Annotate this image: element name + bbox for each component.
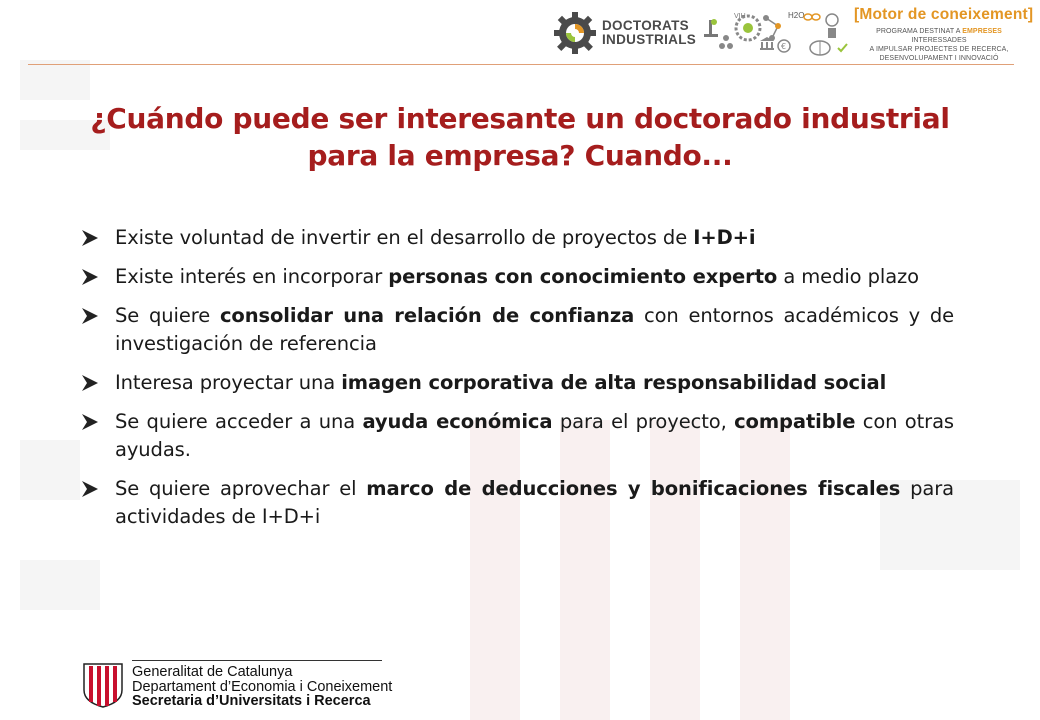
svg-text:€: € xyxy=(781,42,787,51)
bullet-text: a medio plazo xyxy=(777,265,920,288)
motor-subtitle: PROGRAMA DESTINAT A EMPRESES INTERESSADES A IMPULSAR PROJECTES DE RECERCA, DESENVOLUPAMENT I INNOVACIÓ xyxy=(869,28,1009,62)
bullet-bold-text: marco de deducciones y bonificaciones fiscales xyxy=(366,477,901,500)
bullet-text: para el proyecto, xyxy=(552,410,735,433)
arrow-bullet-icon xyxy=(80,229,100,247)
bullet-item xyxy=(78,369,954,397)
footer-divider xyxy=(132,660,382,661)
bullet-text: Existe voluntad de invertir en el desarrollo de proyectos de xyxy=(115,226,694,249)
logo-line-2: INDUSTRIALS xyxy=(602,32,697,47)
logo-line-1: DOCTORATS xyxy=(602,18,689,33)
doctorats-industrials-logo xyxy=(552,10,712,56)
bullet-text: Interesa proyectar una xyxy=(115,371,342,394)
bullet-bold-text: I+D+i xyxy=(693,226,756,249)
bullet-text: para actividades de I+D+i xyxy=(115,477,954,528)
bullet-text: con otras ayudas. xyxy=(115,410,954,461)
h2o-label: H2O xyxy=(788,11,805,20)
motor-title: [Motor de coneixement] xyxy=(854,6,1034,23)
header xyxy=(0,0,1040,62)
robot-icon xyxy=(826,14,838,38)
footer-text xyxy=(132,665,392,709)
bullet-text: Se quiere acceder a una xyxy=(115,410,363,433)
bullet-list xyxy=(78,224,954,542)
molecule-icon xyxy=(763,15,781,41)
bullet-item xyxy=(78,263,954,291)
footer-line-1: Generalitat de Catalunya xyxy=(132,664,293,680)
arrow-bullet-icon xyxy=(80,268,100,286)
slide-title xyxy=(80,100,960,174)
arrow-bullet-icon xyxy=(80,413,100,431)
bullet-bold-text: ayuda económica xyxy=(362,410,553,433)
bullet-text: con entornos académicos y de investigación de referencia xyxy=(115,304,955,355)
bullet-bold-text: personas con conocimiento experto xyxy=(388,265,778,288)
arrow-bullet-icon xyxy=(80,307,100,325)
gear-ring-icon xyxy=(736,16,760,40)
arrow-bullet-icon xyxy=(80,480,100,498)
vih-label: VIH xyxy=(734,13,746,20)
motor-de-coneixement-logo xyxy=(854,6,1034,62)
footer-line-3: Secretaria d’Universitats i Recerca xyxy=(132,693,371,709)
euro-icon xyxy=(778,40,790,52)
brain-icon xyxy=(810,41,830,55)
bullet-item xyxy=(78,302,954,358)
bullet-bold-text: consolidar una relación de confianza xyxy=(219,304,635,327)
footer-generalitat xyxy=(82,660,392,710)
microscope-icon xyxy=(704,19,718,37)
gear-icon xyxy=(552,10,598,56)
people-icon xyxy=(719,35,733,49)
header-divider xyxy=(28,64,1014,65)
generalitat-emblem-icon xyxy=(82,662,124,708)
bullet-text: Se quiere xyxy=(115,304,220,327)
bullet-item xyxy=(78,408,954,464)
title-line-1: ¿Cuándo puede ser interesante un doctorado industrial xyxy=(90,102,950,135)
bullet-text: Se quiere aprovechar el xyxy=(115,477,367,500)
bullet-bold-text: compatible xyxy=(734,410,856,433)
bullet-text: Existe interés en incorporar xyxy=(115,265,389,288)
title-line-2: para la empresa? Cuando... xyxy=(307,139,733,172)
bullet-item xyxy=(78,475,954,531)
arrow-bullet-icon xyxy=(80,374,100,392)
science-icons-cluster xyxy=(700,4,852,60)
footer-line-2: Departament d’Economia i Coneixement xyxy=(132,678,393,695)
check-icon xyxy=(838,44,847,51)
infinity-icon xyxy=(804,14,820,20)
bullet-bold-text: imagen corporativa de alta responsabilidad social xyxy=(341,371,887,394)
bullet-item xyxy=(78,224,954,252)
